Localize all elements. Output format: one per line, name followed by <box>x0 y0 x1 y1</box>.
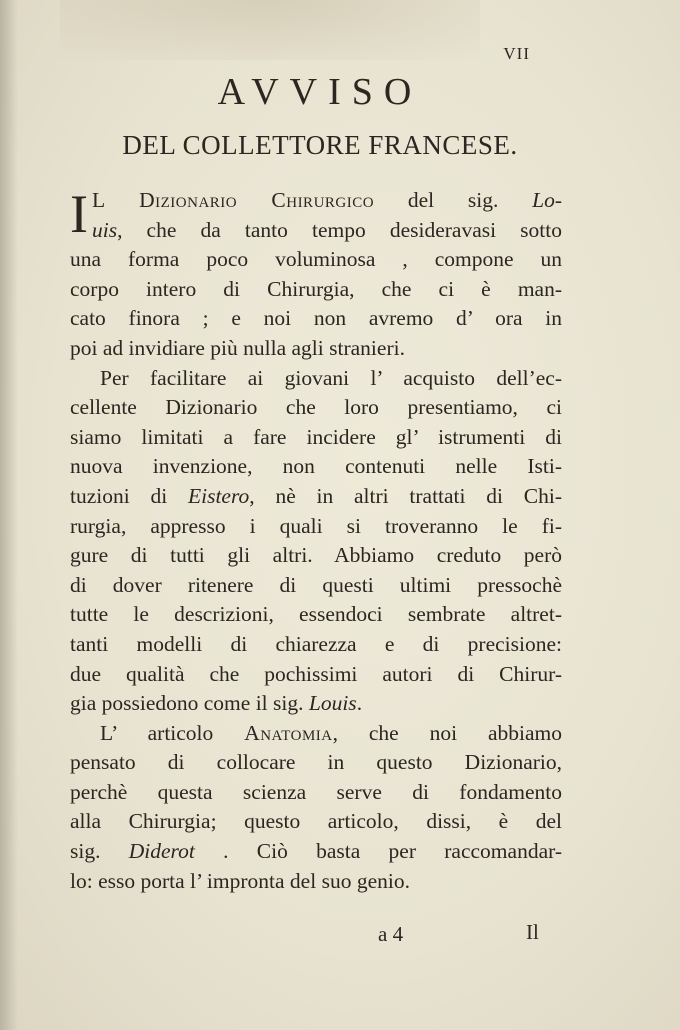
text-line: pensato di collocare in questo Dizionario, <box>70 750 562 775</box>
paragraph-3 <box>70 719 562 897</box>
body-text <box>70 186 562 896</box>
page-subtitle: DEL COLLETTORE FRANCESE. <box>122 130 518 160</box>
paragraph-1 <box>70 186 562 364</box>
text-line: cellente Dizionario che loro presentiamo, ci <box>70 395 562 420</box>
text-line: gia possiedono come il sig. Louis. <box>70 691 363 716</box>
catchword: Il <box>526 920 539 944</box>
text-line: L Dizionario Chirurgico del sig. Lo- <box>91 188 563 212</box>
text-line: poi ad invidiare più nulla agli stranieri. <box>70 335 405 360</box>
name-diderot: Diderot <box>128 839 195 864</box>
text-line: due qualità che pochissimi autori di Chirur- <box>70 661 562 686</box>
text-line: corpo intero di Chirurgia, che ci è man- <box>70 276 562 301</box>
name-louis: Lo- <box>532 188 563 212</box>
text-line: di dover ritenere di questi ultimi pressochè <box>70 572 562 597</box>
name-louis-2: Louis <box>308 691 357 716</box>
text-line: tanti modelli di chiarezza e di precisione: <box>70 631 562 656</box>
name-eistero: Eistero <box>187 483 250 508</box>
text-line: L’ articolo Anatomia, che noi abbiamo <box>100 720 563 745</box>
text-line: alla Chirurgia; questo articolo, dissi, è del <box>70 809 562 834</box>
paper-stain <box>60 0 480 60</box>
signature-mark: a 4 <box>378 922 404 946</box>
text-line: lo: esso porta l’ impronta del suo genio. <box>70 868 410 893</box>
text-line: sig. Diderot . Ciò basta per raccomandar- <box>70 839 563 864</box>
drop-cap: I <box>70 184 88 244</box>
page-title: AVVISO <box>217 71 423 113</box>
term-dizionario-chirurgico: Dizionario Chirurgico <box>139 188 375 212</box>
text-line: nuova invenzione, non contenuti nelle Isti- <box>70 454 562 479</box>
paragraph-2 <box>70 364 562 719</box>
text-line: perchè questa scienza serve di fondamento <box>70 779 562 804</box>
text-line: rurgia, appresso i quali si troveranno le fi- <box>70 513 562 538</box>
text-line: Per facilitare ai giovani l’ acquisto dell’ec- <box>100 365 562 390</box>
text-line: uis, che da tanto tempo desideravasi sotto <box>91 217 562 242</box>
text-line: una forma poco voluminosa , compone un <box>70 247 562 272</box>
text-line: tutte le descrizioni, essendoci sembrate altret- <box>70 602 562 627</box>
term-anatomia: Anatomia <box>244 720 333 745</box>
text-line: gure di tutti gli altri. Abbiamo creduto però <box>70 543 562 568</box>
text-line: cato finora ; e noi non avremo d’ ora in <box>70 306 562 331</box>
page-number: VII <box>503 44 530 63</box>
text-line: tuzioni di Eistero, nè in altri trattati di Chi- <box>70 483 562 508</box>
text-line: siamo limitati a fare incidere gl’ istrumenti di <box>70 424 562 449</box>
